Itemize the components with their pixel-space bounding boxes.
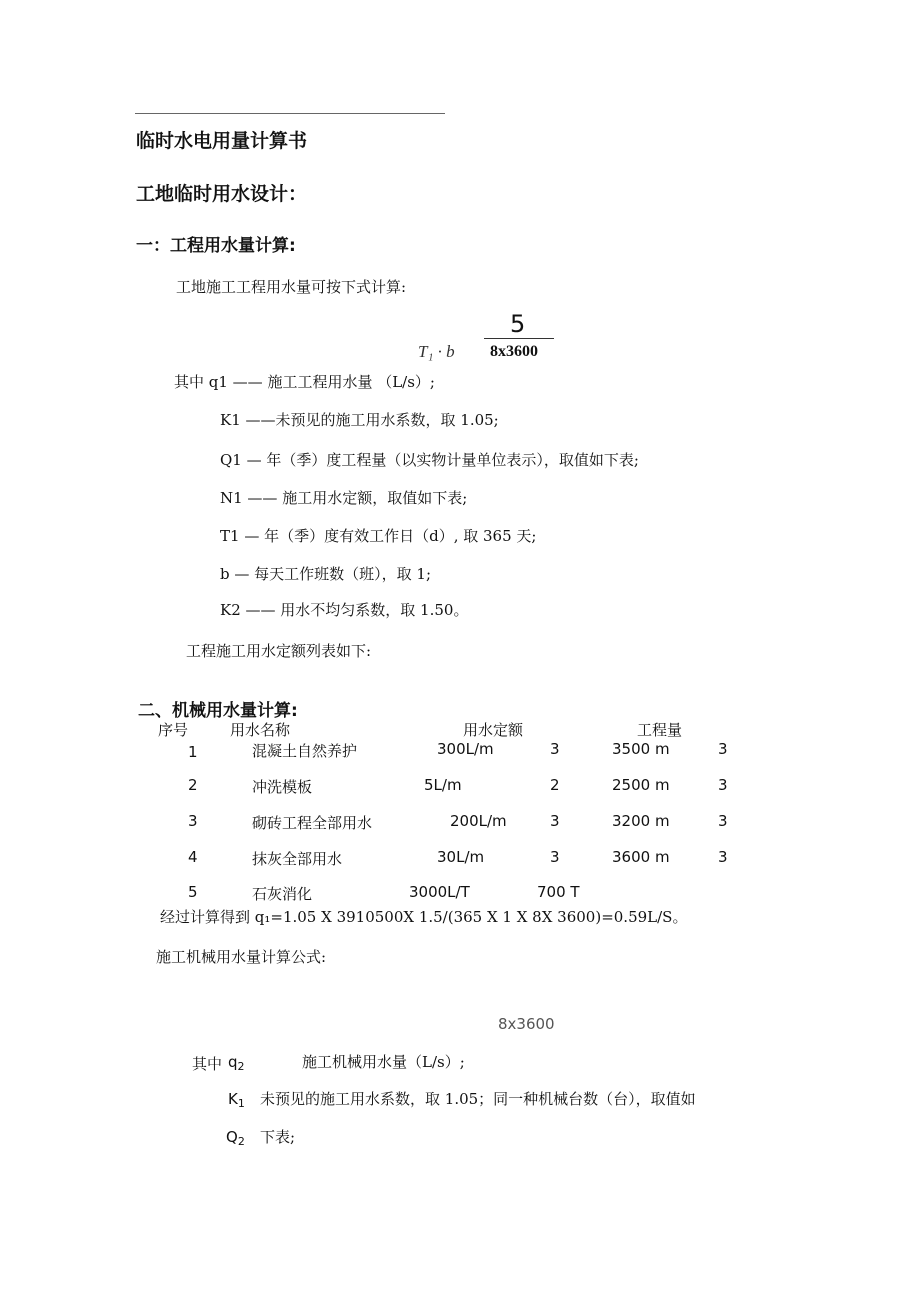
table-header-index: 序号 (158, 721, 189, 739)
k1-subscript: 1 (237, 1097, 245, 1110)
where-q2-symbol (228, 1053, 245, 1071)
table-row-2-index: 2 (188, 776, 198, 794)
formula1-left-term: T₁ · b (418, 342, 455, 361)
intro-text: 工地施工工程用水量可按下式计算: (176, 278, 407, 296)
table-row-2-name: 冲洗模板 (252, 778, 313, 796)
part1-heading: 一：工程用水量计算: (136, 236, 296, 256)
q2-letter: q (228, 1053, 238, 1071)
def-b: b — 每天工作班数（班），取 1; (220, 565, 432, 583)
table-row-1-index: 1 (188, 743, 198, 761)
k1-text: 未预见的施工用水系数，取 1.05；同一种机械台数（台），取值如 (260, 1090, 696, 1108)
table-row-4-index: 4 (188, 848, 198, 866)
table-row-2-quantity: 2500 m (612, 776, 670, 794)
table-row-3-quota-exp: 3 (550, 812, 560, 830)
mech-formula-label: 施工机械用水量计算公式: (156, 948, 327, 966)
calculation-result: 经过计算得到 q₁=1.05 X 3910500X 1.5/(365 X 1 X 8X 3600)=0.59L/S。 (160, 908, 688, 926)
table-row-5-name: 石灰消化 (252, 885, 313, 903)
table-row-2-quota-exp: 2 (550, 776, 560, 794)
section-heading-water: 工地临时用水设计： (136, 183, 308, 205)
table-row-4-quota: 30L/m (437, 848, 485, 866)
table-row-4-quantity-exp: 3 (718, 848, 728, 866)
formula1-numerator: 5 (510, 310, 526, 338)
part2-heading: 二、机械用水量计算: (138, 701, 298, 721)
table-row-4-quantity: 3600 m (612, 848, 670, 866)
def-k1: K1 ——未预见的施工用水系数，取 1.05; (220, 411, 499, 429)
where-q2-prefix: 其中 (192, 1055, 223, 1073)
formula1-fraction-line (484, 338, 554, 339)
def-k2: K2 —— 用水不均匀系数，取 1.50。 (220, 601, 469, 619)
table-intro: 工程施工用水定额列表如下: (186, 642, 372, 660)
q2-subscript: 2 (237, 1060, 245, 1073)
table-row-2-quota: 5L/m (424, 776, 462, 794)
table-header-quota: 用水定额 (463, 721, 524, 739)
k1-symbol (228, 1090, 245, 1108)
table-row-1-quantity-exp: 3 (718, 740, 728, 758)
table-row-3-index: 3 (188, 812, 198, 830)
def-q1: Q1 — 年（季）度工程量（以实物计量单位表示），取值如下表; (220, 451, 639, 469)
table-row-3-quantity-exp: 3 (718, 812, 728, 830)
table-row-5-quota: 3000L/T (409, 883, 470, 901)
table-row-3-name: 砌砖工程全部用水 (252, 814, 373, 832)
table-row-1-quota: 300L/m (437, 740, 494, 758)
q2-text: 下表; (260, 1128, 296, 1146)
formula1-denominator: 8x3600 (490, 343, 538, 360)
table-row-3-quota: 200L/m (450, 812, 507, 830)
table-row-1-quota-exp: 3 (550, 740, 560, 758)
q2-cap-letter: Q (226, 1128, 238, 1146)
table-row-5-index: 5 (188, 883, 198, 901)
table-row-4-quota-exp: 3 (550, 848, 560, 866)
table-header-name: 用水名称 (230, 721, 291, 739)
document-title: 临时水电用量计算书 (136, 130, 308, 152)
where-q2-text: 施工机械用水量（L/s）; (302, 1053, 465, 1071)
table-row-4-name: 抹灰全部用水 (252, 850, 343, 868)
formula2-denominator: 8x3600 (498, 1015, 555, 1033)
top-rule (135, 113, 445, 114)
def-n1: N1 —— 施工用水定额，取值如下表; (220, 489, 468, 507)
def-t1: T1 — 年（季）度有效工作日（d）, 取 365 天; (220, 527, 537, 545)
table-row-1-quantity: 3500 m (612, 740, 670, 758)
table-row-2-quantity-exp: 3 (718, 776, 728, 794)
k1-letter: K (228, 1090, 238, 1108)
table-header-quantity: 工程量 (637, 721, 683, 739)
table-row-1-name: 混凝土自然养护 (252, 742, 358, 760)
table-row-5-quantity: 700 T (537, 883, 580, 901)
table-row-3-quantity: 3200 m (612, 812, 670, 830)
q2-symbol (226, 1128, 245, 1146)
where-q1: 其中 q1 —— 施工工程用水量 （L/s）; (174, 373, 435, 391)
q2-cap-subscript: 2 (237, 1135, 245, 1148)
